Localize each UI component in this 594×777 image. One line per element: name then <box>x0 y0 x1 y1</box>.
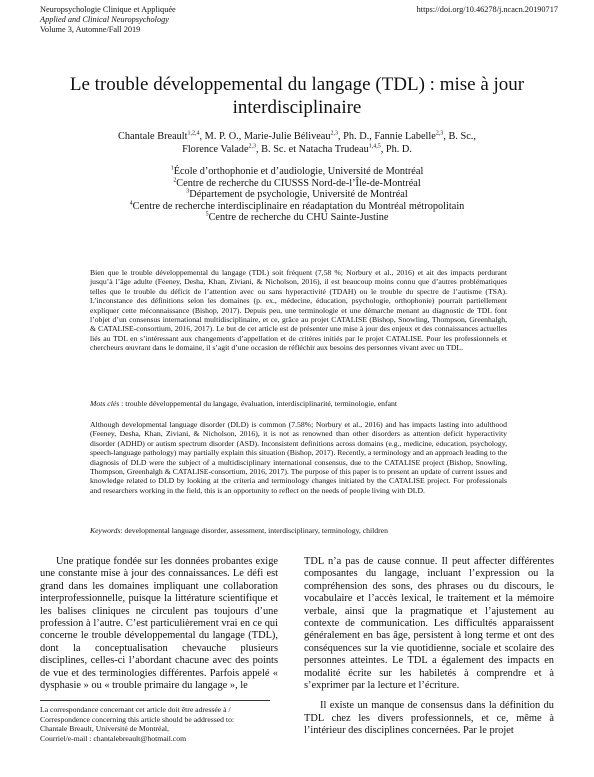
affiliation-item <box>40 201 554 213</box>
author-name: Natacha Trudeau <box>298 144 369 155</box>
affiliation-num: 3 <box>186 188 190 195</box>
author-affil-sup: 1,4,5 <box>368 143 381 150</box>
abstract-french: Bien que le trouble développemental du langage (TDL) soit fréquent (7,58 %; Norbury et al., 2016) et ait des impacts perdurant jusqu’à l’âge adulte (Feeney, Desha, Khan, Ziviani, & Nicholson, 2016), il est beaucoup moins connu que d’autres problématiques telles que le trouble du déficit de l’attention avec ou sans hyperactivité (TDAH) ou le trouble du spectre de l’autisme (TSA). L’inconstance des définitions selon les domaines (p. ex., médecine, éducation, psychologie, orthophonie) pourrait partiellement expliquer cette méconnaissance (Bishop, 2017). Depuis peu, une terminologie et une démarche menant au diagnostic de TDL font l’objet d’un consensus international multidisciplinaire, et ce, grâce au projet CATALISE (Bishop, Snowling, Thompson, Greenhalgh, & CATALISE-consortium, 2016, 2017). Le but de cet article est de présenter une mise à jour des enjeux et des connaissances actuelles liés au TDL en s’intéressant aux changements d’appellation et de critères initiés par le projet CATALISE. Pour les professionnels et chercheurs œuvrant dans le domaine, il s’agit d’une occasion de réfléchir aux besoins des personnes vivant avec un TDL. <box>90 268 507 353</box>
body-column-left <box>40 556 278 692</box>
keywords-text: : developmental language disorder, assessment, interdisciplinary, terminology, children <box>120 526 388 535</box>
keywords-french <box>90 399 507 408</box>
affiliation-text: Département de psychologie, Université de Montréal <box>189 189 408 201</box>
keywords-text: : trouble développemental du langage, évaluation, interdisciplinarité, terminologie, enfant <box>119 399 397 408</box>
affiliation-text: École d’orthophonie et d’audiologie, Université de Montréal <box>173 166 424 177</box>
affiliation-num: 1 <box>170 165 174 172</box>
journal-header <box>40 5 176 35</box>
footnote-line: Chantale Breault, Université de Montréal, <box>40 724 169 734</box>
authors-line-1 <box>40 130 554 143</box>
keywords-english <box>90 526 507 535</box>
footnote-divider <box>40 700 270 701</box>
footnote-email: Courriel/e-mail : chantalebreault@hotmail.com <box>40 733 187 743</box>
affiliation-text: Centre de recherche du CHU Sainte-Justine <box>208 212 389 224</box>
footnote-line: La correspondance concernant cet article doit être adressée à / <box>40 705 231 714</box>
affiliation-item <box>40 166 554 178</box>
body-paragraph: TDL n’a pas de cause connue. Il peut affecter différentes composantes du langage, incluant l’expression ou la compréhension des sons, des phrases ou du discours, le vocabulaire et l’accès lexical, le traitement et la mémoire verbale, ainsi que la pragmatique et l’ajustement au contexte de communication. Les difficultés apparaissent généralement en bas âge, persistent à long terme et ont des conséquences sur la vie quotidienne, sociale et scolaire des personnes atteintes. Le TDL a également des impacts en modalité écrite sur les habiletés à comprendre et à s’exprimer par la lecture et l’écriture. <box>304 556 554 692</box>
author-affil-sup: 2,3 <box>248 143 257 150</box>
keywords-label: Mots clés <box>90 399 120 408</box>
body-paragraph: Il existe un manque de consensus dans la définition du TDL chez les divers professionnels, et ce, même à l’intérieur des disciplines concernées. Par le projet <box>304 700 554 737</box>
affiliation-text: Centre de recherche du CIUSSS Nord-de-l’Île-de-Montréal <box>176 177 421 189</box>
affiliation-item <box>40 178 554 190</box>
author-degree: , Ph. D. <box>380 144 412 155</box>
author-list <box>40 130 554 156</box>
author-name: Marie-Julie Béliveau <box>243 131 331 142</box>
abstract-english: Although developmental language disorder (DLD) is common (7.58%; Norbury et al., 2016) and has impacts lasting into adulthood (Feeney, Desha, Khan, Ziviani, & Nicholson, 2016), it is not as renowned than other disorders as attention deficit hyperactivity disorder (ADHD) or autism spectrum disorder (ASD). Inconsistent definitions across domains (e.g., medicine, education, psychology, speech-language pathology) may partially explain this situation (Bishop, 2017). Recently, a terminology and an approach leading to the diagnosis of DLD were the subject of a multidisciplinary international consensus, due to the CATALISE project (Bishop, Snowling, Thompson, Greenhalgh & CATALISE-consortium, 2016, 2017). The purpose of this paper is to present an update of current issues and knowledge related to DLD by looking at the criteria and terminology changes initiated by the CATALISE project. For professionals and researchers working in the field, this is an opportunity to reflect on the needs of people living with DLD. <box>90 420 507 495</box>
author-degree: , B. Sc., <box>443 131 476 142</box>
journal-name-fr: Neuropsychologie Clinique et Appliquée <box>40 5 176 14</box>
author-name: Florence Valade <box>182 144 249 155</box>
title-line-2: interdisciplinaire <box>232 97 362 118</box>
affiliation-num: 5 <box>205 211 209 218</box>
affiliation-num: 4 <box>129 200 133 207</box>
body-column-right <box>304 556 554 738</box>
affiliation-num: 2 <box>173 177 177 184</box>
author-name: Fannie Labelle <box>374 131 436 142</box>
author-degree: , Ph. D., <box>338 131 375 142</box>
author-degree: , B. Sc. et <box>256 144 299 155</box>
body-paragraph: Une pratique fondée sur les données probantes exige une constante mise à jour des connaissances. Le défi est grand dans les domaines impliquant une collaboration interprofessionnelle, puisque la littérature scientifique et les balises cliniques ne circulent pas toujours d’une profession à l’autre. C’est particulièrement vrai en ce qui concerne le trouble développemental du langage (TDL), dont la conceptualisation chevauche plusieurs disciplines, celles-ci l’abordant chacune avec des points de vue et des terminologies différentes. Parfois appelé « dysphasie » ou « trouble primaire du langage », le <box>40 556 278 692</box>
author-name: Chantale Breault <box>118 131 188 142</box>
authors-line-2 <box>40 143 554 156</box>
article-title <box>40 73 554 119</box>
affiliation-item <box>40 212 554 224</box>
author-degree: , M. P. O., <box>199 131 244 142</box>
affiliation-list <box>40 166 554 224</box>
author-affil-sup: 2,3 <box>435 130 444 137</box>
keywords-label: Keywords <box>90 526 121 535</box>
author-affil-sup: 2,3 <box>330 130 339 137</box>
affiliation-text: Centre de recherche interdisciplinaire en réadaptation du Montréal métropolitain <box>132 200 465 212</box>
journal-name-en: Applied and Clinical Neuropsychology <box>40 15 169 24</box>
affiliation-item <box>40 189 554 201</box>
doi-link[interactable]: https://doi.org/10.46278/j.ncacn.20190717 <box>416 5 558 14</box>
correspondence-footnote <box>40 705 280 743</box>
journal-volume: Volume 3, Automne/Fall 2019 <box>40 25 141 34</box>
footnote-line: Correspondence concerning this article should be addressed to: <box>40 714 235 724</box>
author-affil-sup: 1,2,4 <box>187 130 200 137</box>
title-line-1: Le trouble développemental du langage (TDL) : mise à jour <box>69 74 525 95</box>
